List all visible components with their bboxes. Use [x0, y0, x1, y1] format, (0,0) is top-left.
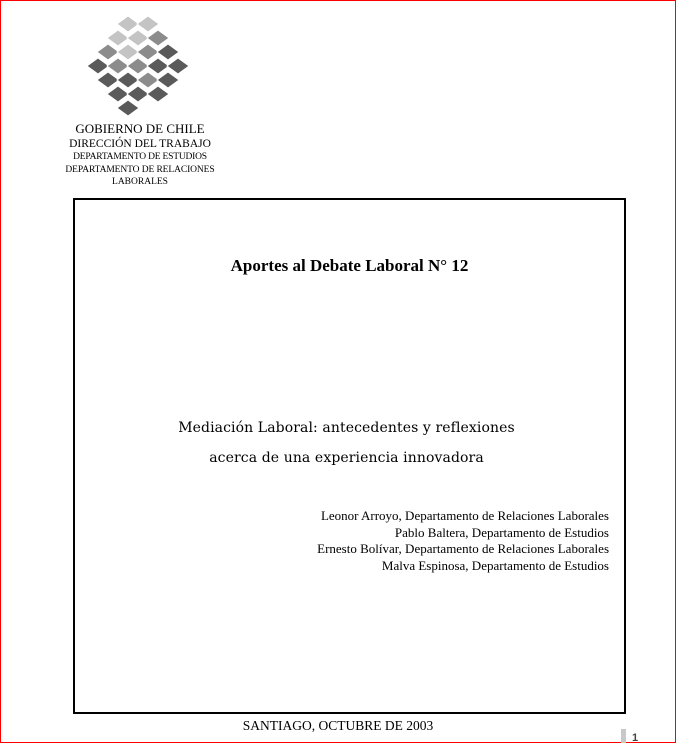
agency-line-studies-department: DEPARTAMENTO DE ESTUDIOS	[73, 152, 207, 162]
logo-diamond-shape	[147, 30, 169, 46]
author-line: Ernesto Bolívar, Departamento de Relaciones Laborales	[317, 541, 609, 556]
series-title: Aportes al Debate Laboral N° 12	[230, 256, 469, 275]
government-of-chile-logo-icon	[82, 14, 194, 118]
logo-diamond-shape	[147, 86, 169, 102]
logo-diamond-shape	[147, 58, 169, 74]
logo-diamond-shape	[107, 58, 129, 74]
document-title-line-2: acerca de una experiencia innovadora	[209, 450, 484, 466]
page-edge-marker	[621, 729, 626, 743]
logo-diamond-shape	[117, 16, 139, 32]
logo-diamond-shape	[87, 58, 109, 74]
author-line: Malva Espinosa, Departamento de Estudios	[381, 557, 609, 573]
logo-diamond-shape	[107, 86, 129, 102]
author-line: Leonor Arroyo, Departamento de Relaciones Laborales	[320, 508, 609, 523]
logo-diamond-shape	[137, 16, 159, 32]
logo-diamond-shape	[97, 44, 119, 60]
place-and-date: SANTIAGO, OCTUBRE DE 2003	[242, 718, 434, 733]
document-title-line-1: Mediación Laboral: antecedentes y reflexiones	[178, 420, 515, 436]
logo-diamond-shape	[117, 100, 139, 116]
logo-diamond-shape	[137, 72, 159, 88]
logo-diamond-shape	[167, 58, 189, 74]
author-list	[317, 508, 609, 574]
page-number: 1	[632, 732, 639, 744]
author-line: Pablo Baltera, Departamento de Estudios	[394, 524, 609, 540]
logo-diamond-shape	[157, 44, 179, 60]
agency-line-government: GOBIERNO DE CHILE	[75, 121, 205, 136]
logo-diamond-shape	[157, 72, 179, 88]
logo-diamond-shape	[127, 30, 149, 46]
agency-line-labor-relations-continued: LABORALES	[112, 177, 168, 187]
logo-diamond-shape	[117, 72, 139, 88]
agency-line-labor-relations-department: DEPARTAMENTO DE RELACIONES	[65, 165, 215, 175]
logo-diamond-shape	[127, 58, 149, 74]
logo-diamond-shape	[137, 44, 159, 60]
logo-diamond-shape	[127, 86, 149, 102]
logo-diamond-shape	[107, 30, 129, 46]
agency-line-directorate: DIRECCIÓN DEL TRABAJO	[69, 138, 211, 150]
logo-diamond-shape	[97, 72, 119, 88]
cover-box	[73, 198, 626, 714]
logo-diamond-shape	[117, 44, 139, 60]
